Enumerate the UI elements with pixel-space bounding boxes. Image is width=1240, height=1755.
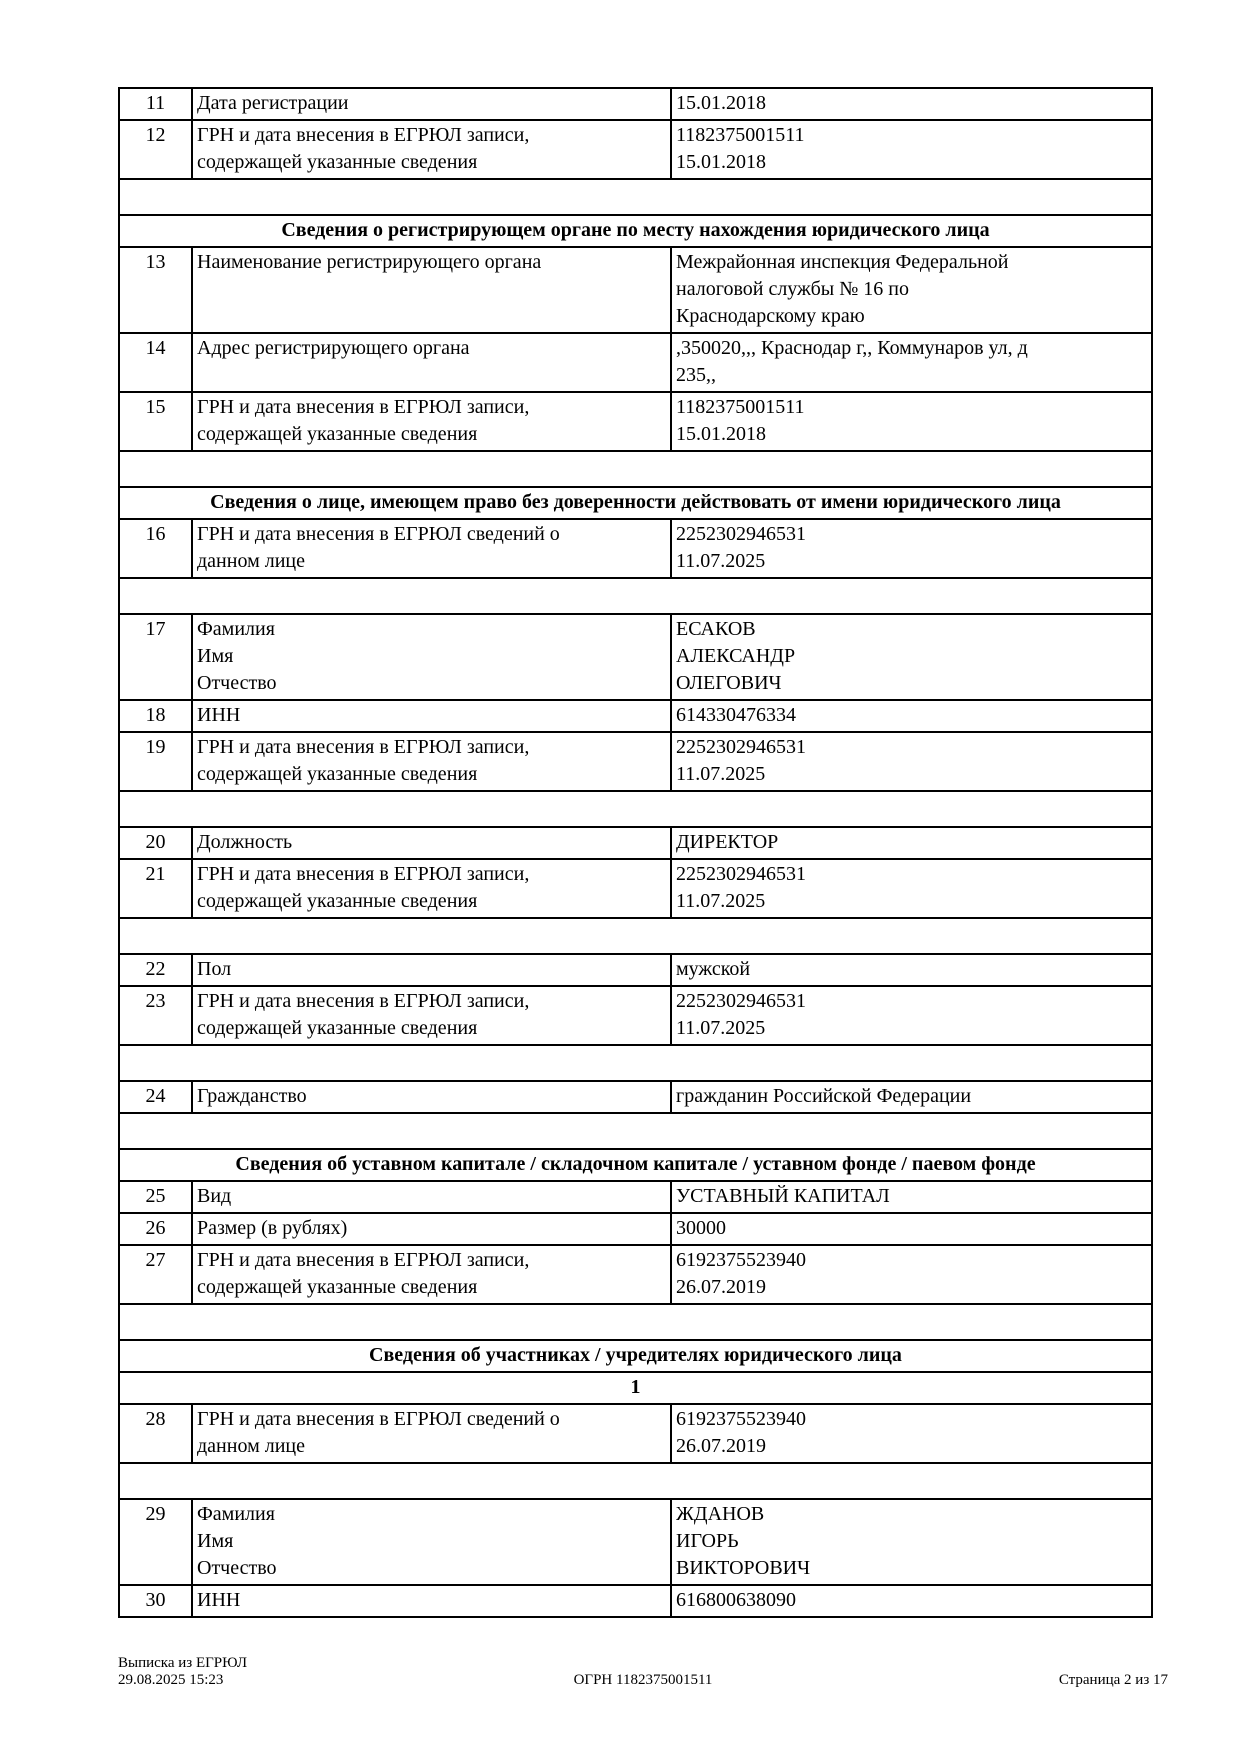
row-value-cell: 2252302946531 11.07.2025 bbox=[671, 732, 1152, 791]
spacer-cell bbox=[119, 791, 1152, 827]
row-label-cell: ГРН и дата внесения в ЕГРЮЛ записи, содержащей указанные сведения bbox=[192, 1245, 671, 1304]
section-header-row bbox=[119, 487, 1152, 519]
table-row bbox=[119, 88, 1152, 120]
row-label-cell: ГРН и дата внесения в ЕГРЮЛ сведений о данном лице bbox=[192, 1404, 671, 1463]
row-value-cell: ЖДАНОВ ИГОРЬ ВИКТОРОВИЧ bbox=[671, 1499, 1152, 1585]
spacer-row bbox=[119, 1304, 1152, 1340]
row-number-cell: 23 bbox=[119, 986, 192, 1045]
row-label-cell: ИНН bbox=[192, 1585, 671, 1617]
section-title: Сведения об участниках / учредителях юридического лица bbox=[119, 1340, 1152, 1372]
row-label-cell: Пол bbox=[192, 954, 671, 986]
section-title: Сведения о лице, имеющем право без доверенности действовать от имени юридического лица bbox=[119, 487, 1152, 519]
row-label-cell: Фамилия Имя Отчество bbox=[192, 614, 671, 700]
row-value-cell: 6192375523940 26.07.2019 bbox=[671, 1404, 1152, 1463]
row-number-cell: 16 bbox=[119, 519, 192, 578]
row-number-cell: 20 bbox=[119, 827, 192, 859]
row-number-cell: 27 bbox=[119, 1245, 192, 1304]
row-number-cell: 14 bbox=[119, 333, 192, 392]
spacer-row bbox=[119, 1045, 1152, 1081]
row-label-cell: ГРН и дата внесения в ЕГРЮЛ записи, содержащей указанные сведения bbox=[192, 392, 671, 451]
row-label-cell: Размер (в рублях) bbox=[192, 1213, 671, 1245]
row-value-cell: УСТАВНЫЙ КАПИТАЛ bbox=[671, 1181, 1152, 1213]
egrul-table bbox=[118, 87, 1153, 1618]
row-value-cell: 2252302946531 11.07.2025 bbox=[671, 986, 1152, 1045]
spacer-row bbox=[119, 179, 1152, 215]
spacer-cell bbox=[119, 1304, 1152, 1340]
row-label-cell: ИНН bbox=[192, 700, 671, 732]
table-row bbox=[119, 859, 1152, 918]
row-number-cell: 28 bbox=[119, 1404, 192, 1463]
section-header-row bbox=[119, 1340, 1152, 1372]
table-row bbox=[119, 333, 1152, 392]
table-row bbox=[119, 1499, 1152, 1585]
row-value-cell: Межрайонная инспекция Федеральной налоговой службы № 16 по Краснодарскому краю bbox=[671, 247, 1152, 333]
spacer-row bbox=[119, 1113, 1152, 1149]
table-row bbox=[119, 1585, 1152, 1617]
table-row bbox=[119, 732, 1152, 791]
footer-left-block bbox=[118, 1655, 468, 1689]
row-value-cell: мужской bbox=[671, 954, 1152, 986]
footer-ogrn: ОГРН 1182375001511 bbox=[573, 1672, 713, 1688]
row-value-cell: ЕСАКОВ АЛЕКСАНДР ОЛЕГОВИЧ bbox=[671, 614, 1152, 700]
row-label-cell: Вид bbox=[192, 1181, 671, 1213]
row-value-cell: 1182375001511 15.01.2018 bbox=[671, 392, 1152, 451]
table-row bbox=[119, 1081, 1152, 1113]
section-title: Сведения о регистрирующем органе по месту нахождения юридического лица bbox=[119, 215, 1152, 247]
row-value-cell: 15.01.2018 bbox=[671, 88, 1152, 120]
row-label-cell: Дата регистрации bbox=[192, 88, 671, 120]
row-label-cell: ГРН и дата внесения в ЕГРЮЛ записи, содержащей указанные сведения bbox=[192, 120, 671, 179]
row-number-cell: 11 bbox=[119, 88, 192, 120]
row-value-cell: 2252302946531 11.07.2025 bbox=[671, 519, 1152, 578]
spacer-cell bbox=[119, 1113, 1152, 1149]
subsection-number: 1 bbox=[119, 1372, 1152, 1404]
footer-timestamp: 29.08.2025 15:23 bbox=[118, 1672, 224, 1688]
spacer-cell bbox=[119, 918, 1152, 954]
table-row bbox=[119, 954, 1152, 986]
egrul-table-body bbox=[119, 88, 1152, 1617]
table-row bbox=[119, 1404, 1152, 1463]
spacer-cell bbox=[119, 451, 1152, 487]
footer-page-number: Страница 2 из 17 bbox=[1058, 1672, 1168, 1688]
row-number-cell: 13 bbox=[119, 247, 192, 333]
row-value-cell: ,350020,,, Краснодар г,, Коммунаров ул, д 235,, bbox=[671, 333, 1152, 392]
table-row bbox=[119, 1213, 1152, 1245]
table-row bbox=[119, 827, 1152, 859]
row-value-cell: 30000 bbox=[671, 1213, 1152, 1245]
subsection-number-row bbox=[119, 1372, 1152, 1404]
row-label-cell: Наименование регистрирующего органа bbox=[192, 247, 671, 333]
table-row bbox=[119, 986, 1152, 1045]
row-value-cell: 2252302946531 11.07.2025 bbox=[671, 859, 1152, 918]
row-number-cell: 26 bbox=[119, 1213, 192, 1245]
row-number-cell: 21 bbox=[119, 859, 192, 918]
row-number-cell: 18 bbox=[119, 700, 192, 732]
section-header-row bbox=[119, 215, 1152, 247]
row-value-cell: 6192375523940 26.07.2019 bbox=[671, 1245, 1152, 1304]
row-label-cell: Гражданство bbox=[192, 1081, 671, 1113]
row-number-cell: 29 bbox=[119, 1499, 192, 1585]
spacer-cell bbox=[119, 1463, 1152, 1499]
table-row bbox=[119, 1181, 1152, 1213]
spacer-cell bbox=[119, 578, 1152, 614]
row-number-cell: 24 bbox=[119, 1081, 192, 1113]
table-row bbox=[119, 392, 1152, 451]
row-number-cell: 15 bbox=[119, 392, 192, 451]
row-value-cell: 616800638090 bbox=[671, 1585, 1152, 1617]
row-value-cell: 614330476334 bbox=[671, 700, 1152, 732]
row-number-cell: 17 bbox=[119, 614, 192, 700]
spacer-cell bbox=[119, 1045, 1152, 1081]
footer-doc-name: Выписка из ЕГРЮЛ bbox=[118, 1655, 247, 1671]
row-value-cell: ДИРЕКТОР bbox=[671, 827, 1152, 859]
spacer-row bbox=[119, 918, 1152, 954]
spacer-row bbox=[119, 578, 1152, 614]
spacer-row bbox=[119, 1463, 1152, 1499]
row-label-cell: Фамилия Имя Отчество bbox=[192, 1499, 671, 1585]
row-number-cell: 22 bbox=[119, 954, 192, 986]
row-number-cell: 30 bbox=[119, 1585, 192, 1617]
row-label-cell: ГРН и дата внесения в ЕГРЮЛ сведений о данном лице bbox=[192, 519, 671, 578]
table-row bbox=[119, 700, 1152, 732]
row-number-cell: 25 bbox=[119, 1181, 192, 1213]
row-value-cell: 1182375001511 15.01.2018 bbox=[671, 120, 1152, 179]
table-row bbox=[119, 247, 1152, 333]
table-row bbox=[119, 519, 1152, 578]
row-number-cell: 19 bbox=[119, 732, 192, 791]
section-header-row bbox=[119, 1149, 1152, 1181]
section-title: Сведения об уставном капитале / складочном капитале / уставном фонде / паевом фонде bbox=[119, 1149, 1152, 1181]
row-value-cell: гражданин Российской Федерации bbox=[671, 1081, 1152, 1113]
spacer-cell bbox=[119, 179, 1152, 215]
row-label-cell: Должность bbox=[192, 827, 671, 859]
row-label-cell: ГРН и дата внесения в ЕГРЮЛ записи, содержащей указанные сведения bbox=[192, 732, 671, 791]
row-number-cell: 12 bbox=[119, 120, 192, 179]
row-label-cell: Адрес регистрирующего органа bbox=[192, 333, 671, 392]
footer bbox=[118, 1655, 1168, 1689]
table-row bbox=[119, 614, 1152, 700]
table-row bbox=[119, 1245, 1152, 1304]
table-row bbox=[119, 120, 1152, 179]
spacer-row bbox=[119, 791, 1152, 827]
spacer-row bbox=[119, 451, 1152, 487]
row-label-cell: ГРН и дата внесения в ЕГРЮЛ записи, содержащей указанные сведения bbox=[192, 986, 671, 1045]
row-label-cell: ГРН и дата внесения в ЕГРЮЛ записи, содержащей указанные сведения bbox=[192, 859, 671, 918]
